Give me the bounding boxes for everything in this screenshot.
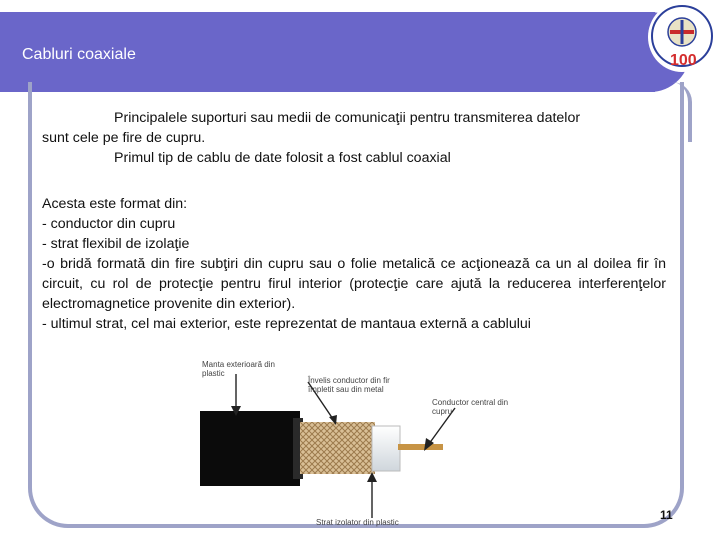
jacket-label: Manta exterioară din plastic [202,360,275,378]
list-item-insulation: - strat flexibil de izolaţie [42,236,190,252]
plastic-insulation [372,426,400,471]
svg-text:100: 100 [670,52,697,69]
copper-conductor [398,444,443,450]
slide-frame-corner [668,82,692,142]
shield-label: Învelis conductor din fir împletit sau din metal [308,376,390,394]
list-item-jacket: - ultimul strat, cel mai exterior, este reprezentat de mantaua externă a cablului [42,316,531,332]
insulation-label: Strat izolator din plastic [316,518,399,527]
list-item-conductor: - conductor din cupru [42,216,176,232]
list-item-shield: -o bridă formată din fire subţiri din cupru sau o folie metalică ce acţionează ca un al doilea fir în circuit, cu rol de protecţie pentru firul interior (protecţie care ajută la reducerea interferenţelor electromagnetice provenite din exterior). [42,256,666,312]
braided-shield [300,422,375,474]
university-centenary-logo-icon [648,2,716,72]
slide-content [42,108,666,334]
page-number: 11 [660,508,673,522]
format-heading: Acesta este format din: [42,196,188,212]
conductor-label: Conductor central din cupru [432,398,509,416]
outer-jacket [200,411,300,486]
intro-text-continued: sunt cele pe fire de cupru. [42,130,206,146]
coaxial-cable-figure [180,356,520,526]
coaxial-intro: Primul tip de cablu de date folosit a fost cablul coaxial [114,150,451,166]
slide-title: Cabluri coaxiale [22,46,136,63]
intro-text: Principalele suporturi sau medii de comunicaţii pentru transmiterea datelor [114,110,581,126]
